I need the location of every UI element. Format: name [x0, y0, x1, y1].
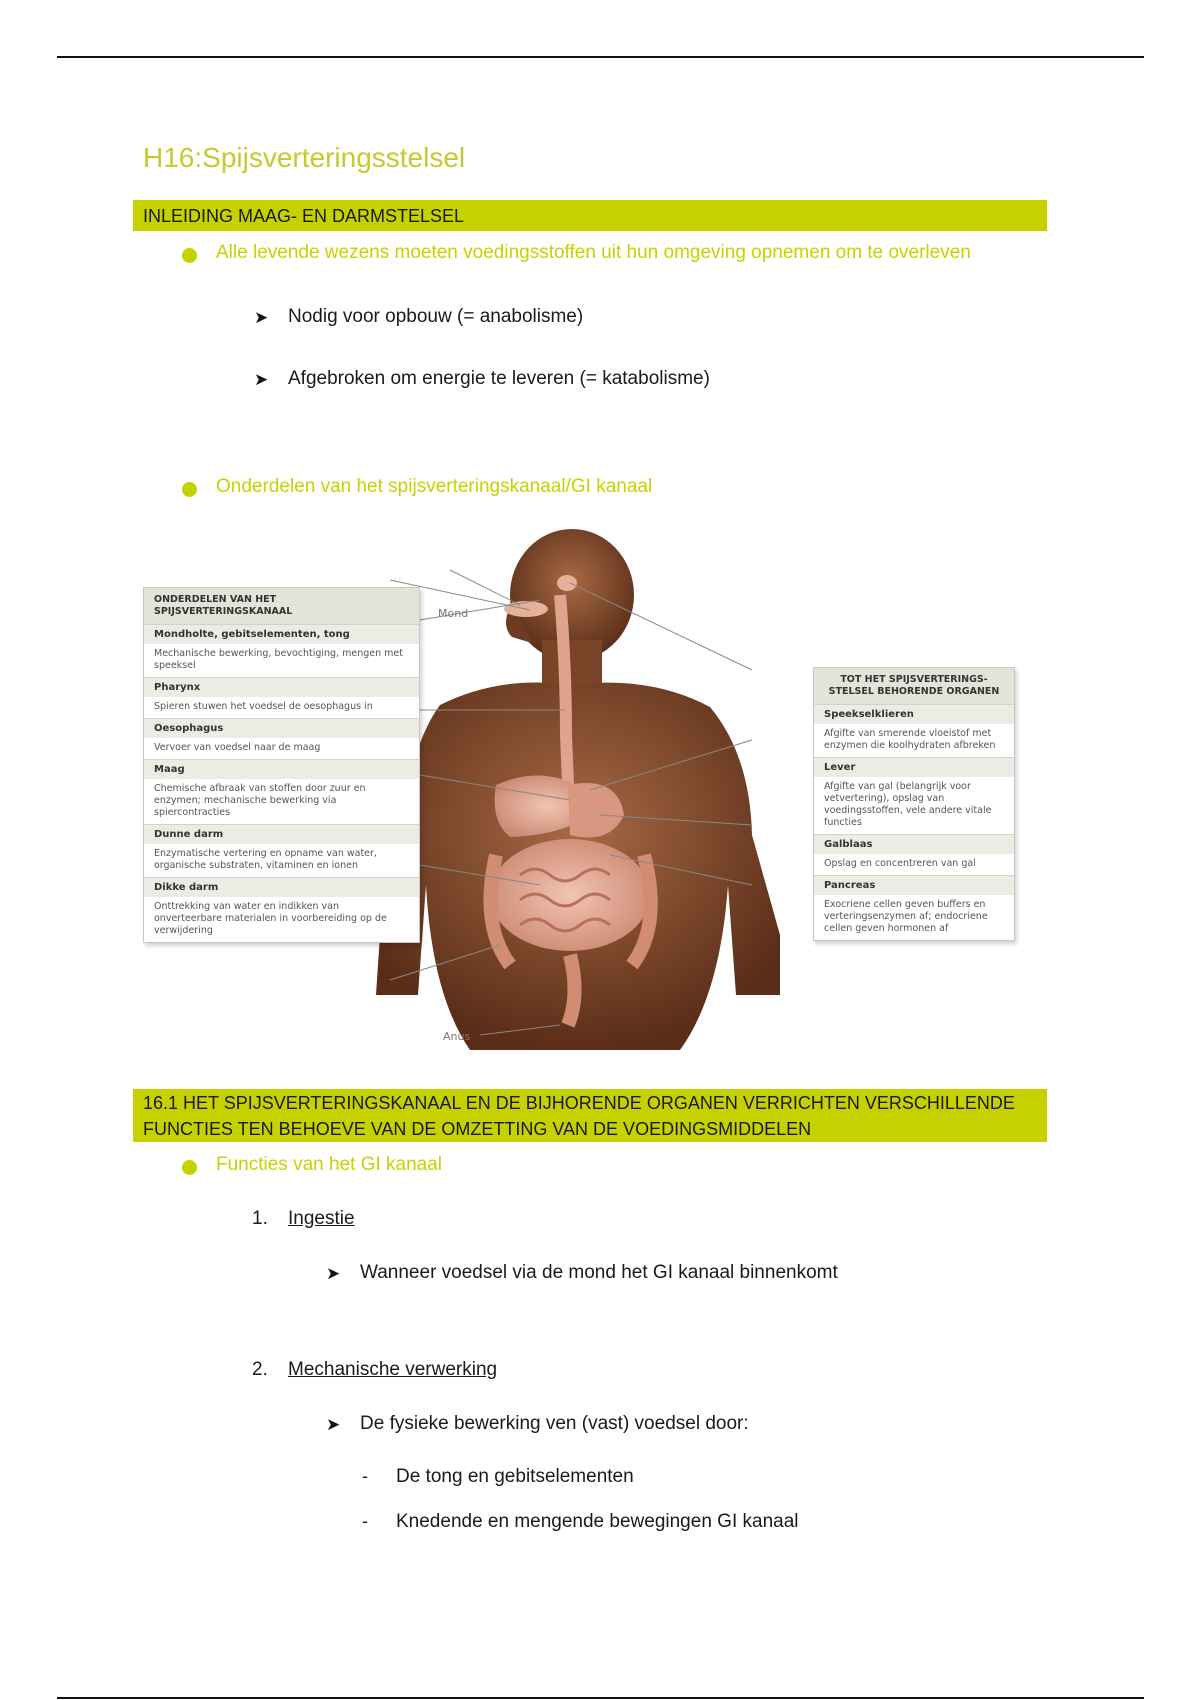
bullet-text: Alle levende wezens moeten voedingsstoffen uit hun omgeving opnemen om te overleven	[216, 242, 971, 263]
bullet-dot	[182, 248, 197, 263]
dash-bullet: -	[362, 1466, 368, 1486]
panel-item-name: Pharynx	[144, 677, 419, 697]
panel-item-desc: Enzymatische vertering en opname van water, organische substraten, vitaminen en ionen	[154, 848, 377, 871]
bullet-text: Functies van het GI kanaal	[216, 1154, 443, 1175]
panel-item-name: Galblaas	[814, 834, 1014, 854]
panel-item-name: Mondholte, gebitselementen, tong	[144, 624, 419, 644]
list-number: 1.	[252, 1208, 268, 1229]
panel-item-name: Speekselklieren	[814, 704, 1014, 724]
panel-header: ONDERDELEN VAN HET SPIJSVERTERINGSKANAAL	[144, 588, 419, 624]
panel-item-name: Lever	[814, 757, 1014, 777]
sub-item: Afgebroken om energie te leveren (= katabolisme)	[288, 368, 710, 389]
list-number: 2.	[252, 1359, 268, 1380]
section-heading-intro: INLEIDING MAAG- EN DARMSTELSEL	[133, 200, 1047, 231]
arrow-bullet-icon: ➤	[326, 1264, 341, 1283]
dash-item: Knedende en mengende bewegingen GI kanaal	[396, 1511, 799, 1532]
bullet-dot	[182, 1160, 197, 1175]
sub-item: De fysieke bewerking ven (vast) voedsel door:	[360, 1413, 749, 1434]
page-title: H16:Spijsverteringsstelsel	[143, 142, 466, 173]
dash-item: De tong en gebitselementen	[396, 1466, 634, 1487]
label-mond: Mond	[438, 607, 469, 620]
arrow-bullet-icon: ➤	[254, 308, 269, 327]
list-item-title: Mechanische verwerking	[288, 1359, 498, 1380]
bullet-text: Onderdelen van het spijsverteringskanaal/GI kanaal	[216, 476, 653, 497]
sub-item: Nodig voor opbouw (= anabolisme)	[288, 306, 584, 327]
panel-item-name: Maag	[144, 759, 419, 779]
panel-item-name: Oesophagus	[144, 718, 419, 738]
right-info-panel	[813, 667, 1015, 941]
digestive-system-diagram	[140, 525, 1020, 1065]
panel-header: TOT HET SPIJSVERTERINGS-STELSEL BEHORENDE ORGANEN	[814, 668, 1014, 704]
panel-item-desc: Exocriene cellen geven buffers en verteringsenzymen af; endocriene cellen geven hormonen af	[824, 899, 988, 934]
panel-item-desc: Chemische afbraak van stoffen door zuur en enzymen; mechanische bewerking via spiercontracties	[154, 783, 366, 818]
arrow-bullet-icon: ➤	[254, 370, 269, 389]
panel-item-desc: Afgifte van gal (belangrijk voor vetvertering), opslag van voedingsstoffen, vele andere vitale functies	[824, 781, 992, 828]
panel-item-name: Dikke darm	[144, 877, 419, 897]
bullet-dot	[182, 482, 197, 497]
section-heading-functions: 16.1 HET SPIJSVERTERINGSKANAAL EN DE BIJHORENDE ORGANEN VERRICHTEN VERSCHILLENDE FUNCTIES TEN BEHOEVE VAN DE OMZETTING VAN DE VOEDINGSMIDDELEN	[133, 1089, 1047, 1142]
list-item-title: Ingestie	[288, 1208, 355, 1229]
label-anus: Anus	[443, 1030, 471, 1043]
panel-item-name: Dunne darm	[144, 824, 419, 844]
panel-item-desc: Mechanische bewerking, bevochtiging, mengen met speeksel	[154, 648, 403, 671]
arrow-bullet-icon: ➤	[326, 1415, 341, 1434]
panel-item-desc: Onttrekking van water en indikken van onverteerbare materialen in voorbereiding op de verwijdering	[154, 901, 387, 936]
panel-item-name: Pancreas	[814, 875, 1014, 895]
top-rule	[57, 56, 1144, 58]
panel-item-desc: Opslag en concentreren van gal	[824, 858, 976, 869]
bottom-rule	[57, 1697, 1144, 1699]
dash-bullet: -	[362, 1511, 368, 1531]
panel-item-desc: Spieren stuwen het voedsel de oesophagus in	[154, 701, 373, 712]
sub-item: Wanneer voedsel via de mond het GI kanaal binnenkomt	[360, 1262, 838, 1283]
panel-item-desc: Afgifte van smerende vloeistof met enzymen die koolhydraten afbreken	[824, 728, 996, 751]
left-info-panel	[143, 587, 420, 943]
panel-item-desc: Vervoer van voedsel naar de maag	[154, 742, 321, 753]
